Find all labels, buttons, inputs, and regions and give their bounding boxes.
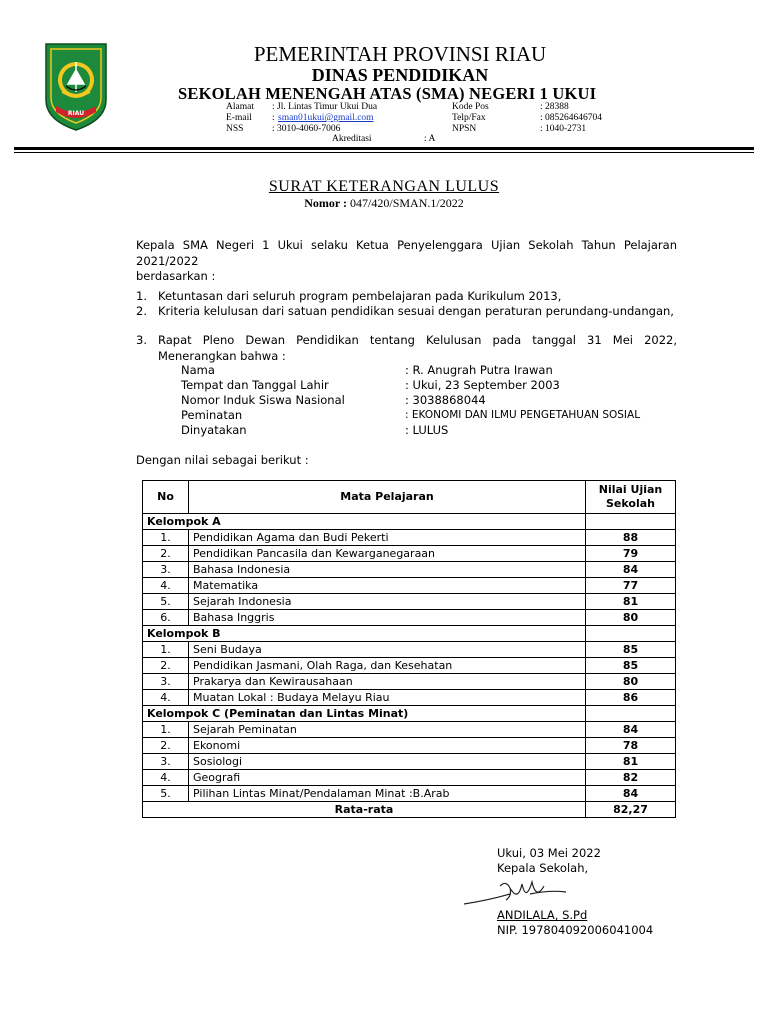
table-row [143,642,676,658]
npsn-value: : 1040-2731 [540,124,587,134]
table-row [143,610,676,626]
table-row [143,578,676,594]
header-subject: Mata Pelajaran [189,481,586,514]
point-number: 3. [136,333,147,347]
email-link[interactable]: sman01ukui@gmail.com [278,113,374,123]
table-row [143,594,676,610]
subject-name: Pendidikan Agama dan Budi Pekerti [189,530,586,546]
riau-emblem-logo [42,40,110,132]
subject-score: 84 [586,722,676,738]
subject-score: 86 [586,690,676,706]
group-name: Kelompok B [143,626,586,642]
status-label: Dinyatakan [181,423,247,437]
accreditation-label: Akreditasi [332,134,372,144]
intro-paragraph: Kepala SMA Negeri 1 Ukui selaku Ketua Penyelenggara Ujian Sekolah Tahun Pelajaran 2021/2022 [136,238,677,268]
table-row [143,754,676,770]
row-number: 1. [143,530,189,546]
subject-name: Sejarah Indonesia [189,594,586,610]
row-number: 2. [143,738,189,754]
npsn-label: NPSN [452,124,477,134]
row-number: 4. [143,690,189,706]
student-name-value: : R. Anugrah Putra Irawan [405,363,553,377]
row-number: 5. [143,594,189,610]
subject-name: Muatan Lokal : Budaya Melayu Riau [189,690,586,706]
major-value: : EKONOMI DAN ILMU PENGETAHUAN SOSIAL [405,409,641,421]
number-label: Nomor : [304,196,348,210]
subject-name: Pendidikan Jasmani, Olah Raga, dan Kesehatan [189,658,586,674]
table-row [143,674,676,690]
table-row [143,770,676,786]
grades-intro: Dengan nilai sebagai berikut : [136,453,309,467]
point-text: Ketuntasan dari seluruh program pembelajaran pada Kurikulum 2013, [158,289,562,303]
point-number: 2. [136,304,147,318]
row-number: 3. [143,754,189,770]
subject-score: 80 [586,674,676,690]
subject-score: 81 [586,754,676,770]
row-number: 4. [143,578,189,594]
grades-table [142,480,676,818]
point-text: Kriteria kelulusan dari satuan pendidikan sesuai dengan peraturan perundang-undangan, [158,304,674,318]
subject-name: Sejarah Peminatan [189,722,586,738]
subject-name: Bahasa Inggris [189,610,586,626]
group-row [143,706,676,722]
group-name: Kelompok A [143,514,586,530]
nss-label: NSS [226,124,244,134]
subject-name: Matematika [189,578,586,594]
phone-value: : 085264646704 [540,113,603,123]
group-row [143,626,676,642]
subject-score: 80 [586,610,676,626]
group-score-empty [586,706,676,722]
logo-text: RIAU [67,110,85,117]
nisn-label: Nomor Induk Siswa Nasional [181,393,345,407]
row-number: 4. [143,770,189,786]
subject-name: Pendidikan Pancasila dan Kewarganegaraan [189,546,586,562]
subject-score: 78 [586,738,676,754]
nisn-value: : 3038868044 [405,393,486,407]
subject-name: Sosiologi [189,754,586,770]
table-row [143,546,676,562]
header-score-line2: Sekolah [606,497,655,510]
table-row [143,562,676,578]
based-on-text: berdasarkan : [136,269,216,283]
address-value: : Jl. Lintas Timur Ukui Dua [272,102,378,112]
subject-name: Geografi [189,770,586,786]
row-number: 5. [143,786,189,802]
subject-name: Ekonomi [189,738,586,754]
table-row [143,530,676,546]
header-score-line1: Nilai Ujian [598,483,663,496]
group-score-empty [586,514,676,530]
subject-name: Pilihan Lintas Minat/Pendalaman Minat :B.Arab [189,786,586,802]
subject-score: 79 [586,546,676,562]
subject-name: Seni Budaya [189,642,586,658]
signature-position: Kepala Sekolah, [497,861,589,875]
document-title: SURAT KETERANGAN LULUS [268,178,500,195]
group-row [143,514,676,530]
major-label: Peminatan [181,408,243,422]
principal-name: ANDILALA, S.Pd [497,908,588,922]
row-number: 2. [143,658,189,674]
letterhead-divider-thin [14,152,754,153]
subject-score: 84 [586,562,676,578]
table-row [143,786,676,802]
postcode-label: Kode Pos [452,102,489,112]
handwritten-signature [460,876,570,910]
row-number: 3. [143,674,189,690]
average-label: Rata-rata [143,802,586,818]
document-number [0,196,768,211]
principal-nip: NIP. 197804092006041004 [497,923,654,937]
subject-score: 85 [586,658,676,674]
subject-score: 84 [586,786,676,802]
subject-score: 88 [586,530,676,546]
table-row [143,690,676,706]
email-label: E-mail [226,113,252,123]
postcode-value: : 28388 [540,102,569,112]
birth-label: Tempat dan Tanggal Lahir [181,378,329,392]
table-row [143,658,676,674]
table-header-row [143,481,676,514]
subject-score: 85 [586,642,676,658]
status-value: : LULUS [405,423,449,437]
table-row [143,722,676,738]
school-title: SEKOLAH MENENGAH ATAS (SMA) NEGERI 1 UKUI [178,84,597,103]
birth-value: : Ukui, 23 September 2003 [405,378,560,392]
nss-value: : 3010-4060-7006 [272,124,341,134]
signature-date: Ukui, 03 Mei 2022 [497,846,601,860]
subject-name: Bahasa Indonesia [189,562,586,578]
average-row [143,802,676,818]
subject-score: 82 [586,770,676,786]
row-number: 6. [143,610,189,626]
point-text: Rapat Pleno Dewan Pendidikan tentang Kelulusan pada tanggal 31 Mei 2022, Menerangkan bahwa : [158,333,677,363]
letterhead-divider-thick [14,147,754,150]
group-score-empty [586,626,676,642]
row-number: 1. [143,642,189,658]
subject-score: 77 [586,578,676,594]
student-name-label: Nama [181,363,215,377]
phone-label: Telp/Fax [452,113,486,123]
row-number: 1. [143,722,189,738]
header-score [586,481,676,514]
accreditation-value: : A [424,134,436,144]
subject-name: Prakarya dan Kewirausahaan [189,674,586,690]
number-value: 047/420/SMAN.1/2022 [350,196,464,210]
address-label: Alamat [226,102,254,112]
row-number: 3. [143,562,189,578]
subject-score: 81 [586,594,676,610]
point-number: 1. [136,289,147,303]
email-colon: : [272,113,275,123]
row-number: 2. [143,546,189,562]
header-no: No [143,481,189,514]
average-value: 82,27 [586,802,676,818]
table-row [143,738,676,754]
government-title: PEMERINTAH PROVINSI RIAU [253,42,547,66]
department-title: DINAS PENDIDIKAN [311,65,489,85]
group-name: Kelompok C (Peminatan dan Lintas Minat) [143,706,586,722]
